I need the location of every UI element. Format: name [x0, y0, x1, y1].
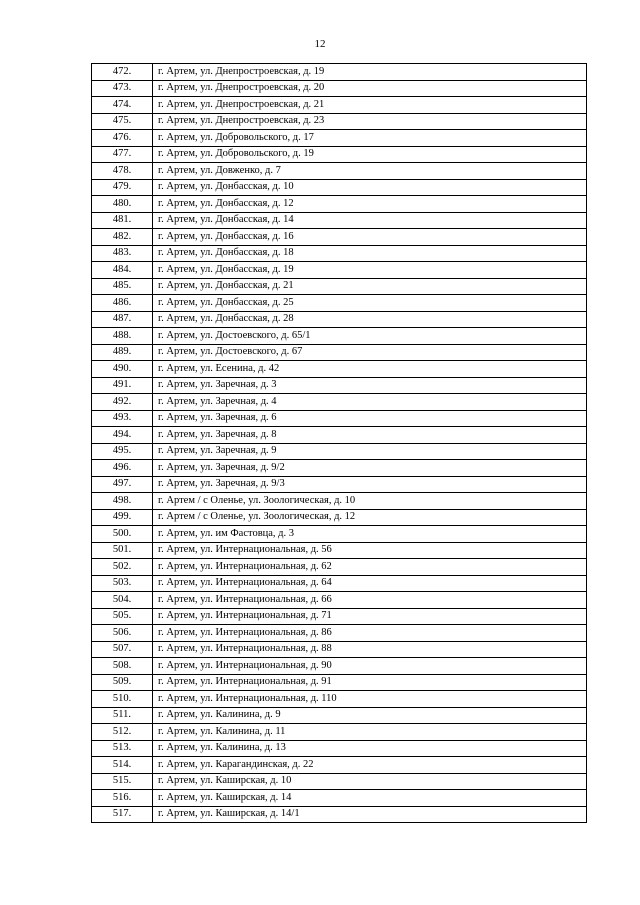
table-row	[92, 773, 587, 790]
row-address: г. Артем, ул. Интернациональная, д. 71	[153, 608, 587, 625]
row-address: г. Артем, ул. Донбасская, д. 21	[153, 278, 587, 295]
table-row	[92, 212, 587, 229]
row-address: г. Артем, ул. Интернациональная, д. 110	[153, 691, 587, 708]
row-number: 489.	[92, 344, 153, 361]
row-number: 484.	[92, 262, 153, 279]
row-address: г. Артем, ул. Донбасская, д. 16	[153, 229, 587, 246]
address-table	[91, 63, 587, 823]
row-address: г. Артем, ул. Заречная, д. 4	[153, 394, 587, 411]
row-address: г. Артем, ул. Интернациональная, д. 88	[153, 641, 587, 658]
row-address: г. Артем, ул. Каширская, д. 14/1	[153, 806, 587, 823]
row-address: г. Артем, ул. Интернациональная, д. 66	[153, 592, 587, 609]
table-row	[92, 641, 587, 658]
table-row	[92, 163, 587, 180]
row-number: 497.	[92, 476, 153, 493]
table-row	[92, 806, 587, 823]
row-address: г. Артем, ул. Есенина, д. 42	[153, 361, 587, 378]
row-number: 501.	[92, 542, 153, 559]
row-address: г. Артем, ул. Донбасская, д. 19	[153, 262, 587, 279]
table-row	[92, 691, 587, 708]
row-address: г. Артем, ул. Довженко, д. 7	[153, 163, 587, 180]
row-address: г. Артем, ул. Интернациональная, д. 91	[153, 674, 587, 691]
row-number: 472.	[92, 64, 153, 81]
table-row	[92, 443, 587, 460]
table-row	[92, 377, 587, 394]
row-number: 493.	[92, 410, 153, 427]
row-address: г. Артем, ул. Донбасская, д. 10	[153, 179, 587, 196]
row-number: 477.	[92, 146, 153, 163]
row-number: 508.	[92, 658, 153, 675]
table-row	[92, 740, 587, 757]
row-address: г. Артем, ул. Заречная, д. 8	[153, 427, 587, 444]
row-address: г. Артем, ул. Карагандинская, д. 22	[153, 757, 587, 774]
row-number: 487.	[92, 311, 153, 328]
row-number: 478.	[92, 163, 153, 180]
row-number: 496.	[92, 460, 153, 477]
row-address: г. Артем, ул. Днепростроевская, д. 19	[153, 64, 587, 81]
row-number: 485.	[92, 278, 153, 295]
table-row	[92, 262, 587, 279]
row-number: 491.	[92, 377, 153, 394]
row-number: 492.	[92, 394, 153, 411]
row-address: г. Артем, ул. Интернациональная, д. 56	[153, 542, 587, 559]
table-row	[92, 493, 587, 510]
table-row	[92, 575, 587, 592]
row-number: 479.	[92, 179, 153, 196]
row-number: 495.	[92, 443, 153, 460]
table-row	[92, 394, 587, 411]
table-row	[92, 460, 587, 477]
row-address: г. Артем, ул. Достоевского, д. 67	[153, 344, 587, 361]
row-address: г. Артем, ул. Каширская, д. 10	[153, 773, 587, 790]
table-row	[92, 146, 587, 163]
row-number: 512.	[92, 724, 153, 741]
row-number: 502.	[92, 559, 153, 576]
row-address: г. Артем, ул. Интернациональная, д. 64	[153, 575, 587, 592]
row-number: 511.	[92, 707, 153, 724]
row-number: 516.	[92, 790, 153, 807]
address-table-body	[92, 64, 587, 823]
table-row	[92, 97, 587, 114]
row-address: г. Артем, ул. Заречная, д. 9	[153, 443, 587, 460]
row-number: 513.	[92, 740, 153, 757]
row-number: 505.	[92, 608, 153, 625]
table-row	[92, 229, 587, 246]
row-address: г. Артем, ул. Каширская, д. 14	[153, 790, 587, 807]
row-number: 499.	[92, 509, 153, 526]
row-number: 475.	[92, 113, 153, 130]
row-address: г. Артем, ул. Донбасская, д. 14	[153, 212, 587, 229]
row-address: г. Артем, ул. Днепростроевская, д. 20	[153, 80, 587, 97]
row-address: г. Артем, ул. Заречная, д. 9/3	[153, 476, 587, 493]
table-row	[92, 295, 587, 312]
table-row	[92, 80, 587, 97]
row-number: 486.	[92, 295, 153, 312]
table-row	[92, 658, 587, 675]
row-number: 504.	[92, 592, 153, 609]
row-address: г. Артем, ул. Добровольского, д. 17	[153, 130, 587, 147]
row-address: г. Артем, ул. Заречная, д. 9/2	[153, 460, 587, 477]
row-number: 506.	[92, 625, 153, 642]
table-row	[92, 344, 587, 361]
row-address: г. Артем, ул. им Фастовца, д. 3	[153, 526, 587, 543]
table-row	[92, 707, 587, 724]
table-row	[92, 196, 587, 213]
row-address: г. Артем, ул. Днепростроевская, д. 21	[153, 97, 587, 114]
table-row	[92, 625, 587, 642]
table-row	[92, 427, 587, 444]
table-row	[92, 724, 587, 741]
row-number: 480.	[92, 196, 153, 213]
row-number: 494.	[92, 427, 153, 444]
row-address: г. Артем, ул. Калинина, д. 13	[153, 740, 587, 757]
row-address: г. Артем, ул. Калинина, д. 11	[153, 724, 587, 741]
table-row	[92, 361, 587, 378]
row-number: 514.	[92, 757, 153, 774]
table-row	[92, 790, 587, 807]
row-address: г. Артем, ул. Калинина, д. 9	[153, 707, 587, 724]
row-number: 498.	[92, 493, 153, 510]
table-row	[92, 509, 587, 526]
row-address: г. Артем, ул. Донбасская, д. 18	[153, 245, 587, 262]
row-number: 482.	[92, 229, 153, 246]
page-number: 12	[314, 38, 326, 50]
table-row	[92, 410, 587, 427]
table-row	[92, 113, 587, 130]
row-address: г. Артем, ул. Донбасская, д. 28	[153, 311, 587, 328]
row-address: г. Артем, ул. Заречная, д. 3	[153, 377, 587, 394]
row-number: 488.	[92, 328, 153, 345]
table-row	[92, 608, 587, 625]
row-address: г. Артем, ул. Интернациональная, д. 62	[153, 559, 587, 576]
row-address: г. Артем, ул. Интернациональная, д. 90	[153, 658, 587, 675]
table-row	[92, 757, 587, 774]
table-row	[92, 526, 587, 543]
row-number: 510.	[92, 691, 153, 708]
table-row	[92, 64, 587, 81]
row-number: 481.	[92, 212, 153, 229]
table-row	[92, 278, 587, 295]
table-row	[92, 179, 587, 196]
table-row	[92, 592, 587, 609]
row-number: 476.	[92, 130, 153, 147]
table-row	[92, 674, 587, 691]
row-address: г. Артем / с Оленье, ул. Зоологическая, д. 10	[153, 493, 587, 510]
row-address: г. Артем, ул. Интернациональная, д. 86	[153, 625, 587, 642]
table-row	[92, 328, 587, 345]
row-number: 474.	[92, 97, 153, 114]
row-address: г. Артем, ул. Донбасская, д. 25	[153, 295, 587, 312]
row-number: 503.	[92, 575, 153, 592]
row-number: 490.	[92, 361, 153, 378]
row-number: 500.	[92, 526, 153, 543]
table-row	[92, 542, 587, 559]
row-number: 507.	[92, 641, 153, 658]
row-address: г. Артем, ул. Донбасская, д. 12	[153, 196, 587, 213]
row-number: 483.	[92, 245, 153, 262]
row-number: 515.	[92, 773, 153, 790]
row-address: г. Артем, ул. Днепростроевская, д. 23	[153, 113, 587, 130]
table-row	[92, 130, 587, 147]
row-address: г. Артем / с Оленье, ул. Зоологическая, д. 12	[153, 509, 587, 526]
table-row	[92, 476, 587, 493]
table-row	[92, 559, 587, 576]
row-number: 509.	[92, 674, 153, 691]
table-row	[92, 311, 587, 328]
row-number: 473.	[92, 80, 153, 97]
row-address: г. Артем, ул. Достоевского, д. 65/1	[153, 328, 587, 345]
row-number: 517.	[92, 806, 153, 823]
table-row	[92, 245, 587, 262]
row-address: г. Артем, ул. Заречная, д. 6	[153, 410, 587, 427]
row-address: г. Артем, ул. Добровольского, д. 19	[153, 146, 587, 163]
